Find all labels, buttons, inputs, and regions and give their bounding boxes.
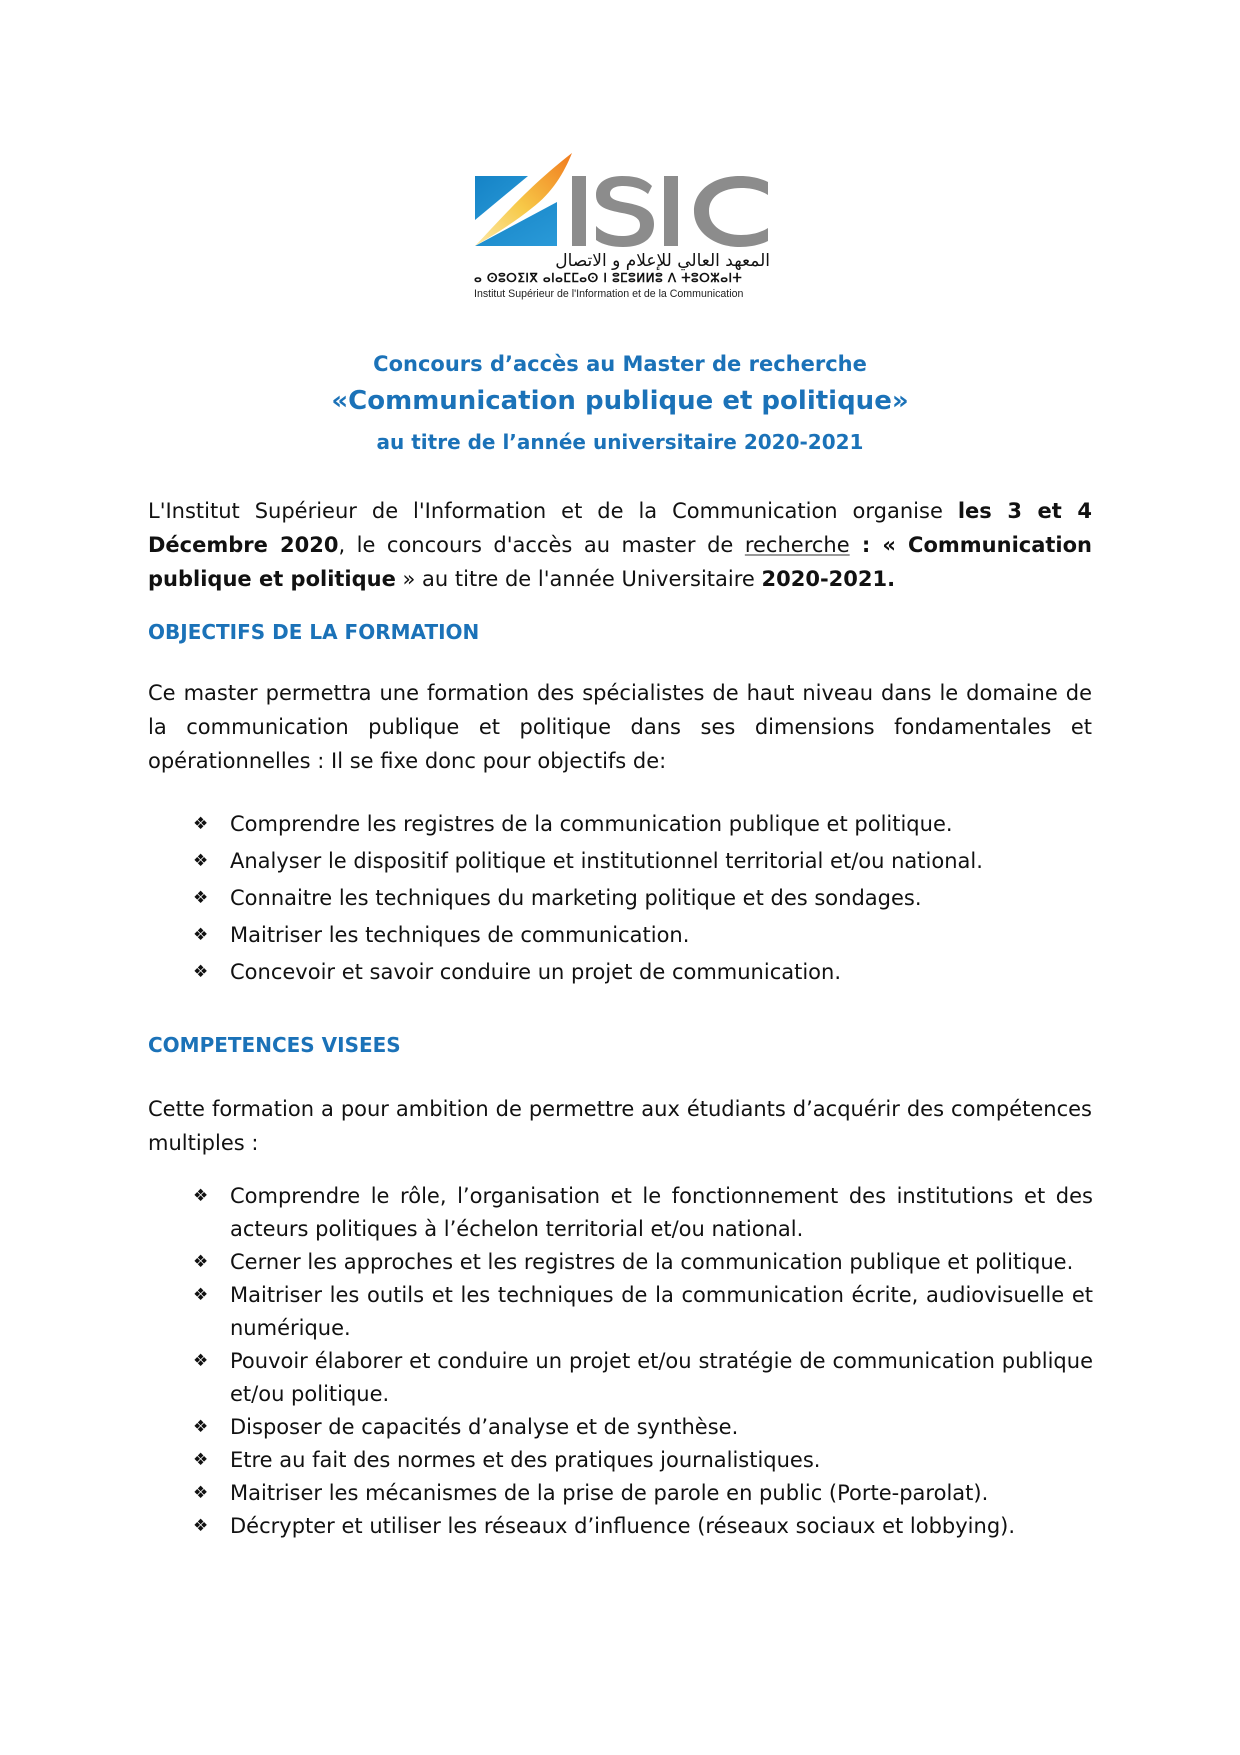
logo-arabic-text: المعهد العالي للإعلام و الاتصال — [555, 251, 770, 271]
logo-english-text: Institut Supérieur de l'Information et de la Communication — [474, 288, 744, 300]
list-item: ❖ Etre au fait des normes et des pratiques journalistiques. — [193, 1444, 1093, 1477]
competences-heading: COMPETENCES VISEES — [148, 1033, 401, 1057]
diamond-bullet-icon: ❖ — [193, 1450, 209, 1470]
diamond-bullet-icon: ❖ — [193, 1417, 209, 1437]
diamond-bullet-icon: ❖ — [193, 925, 209, 945]
intro-master-name: : « Communication publique et politique — [148, 533, 1092, 591]
list-item: ❖ Connaitre les techniques du marketing politique et des sondages. — [193, 880, 1093, 917]
diamond-bullet-icon: ❖ — [193, 962, 209, 982]
intro-year: 2020-2021. — [761, 567, 896, 591]
diamond-bullet-icon: ❖ — [193, 851, 209, 871]
title-line-3: au titre de l’année universitaire 2020-2021 — [376, 430, 864, 454]
diamond-bullet-icon: ❖ — [193, 1351, 209, 1371]
list-item: ❖ Décrypter et utiliser les réseaux d’influence (réseaux sociaux et lobbying). — [193, 1510, 1093, 1543]
diamond-bullet-icon: ❖ — [193, 1252, 209, 1272]
isic-emblem-icon — [472, 148, 772, 252]
diamond-bullet-icon: ❖ — [193, 1285, 209, 1305]
diamond-bullet-icon: ❖ — [193, 888, 209, 908]
list-item: ❖ Disposer de capacités d’analyse et de synthèse. — [193, 1411, 1093, 1444]
list-item: ❖ Maitriser les mécanismes de la prise de parole en public (Porte-parolat). — [193, 1477, 1093, 1510]
diamond-bullet-icon: ❖ — [193, 1483, 209, 1503]
title-line-2: «Communication publique et politique» — [331, 386, 909, 416]
list-item: ❖ Pouvoir élaborer et conduire un projet et/ou stratégie de communication publique et/ou politique. — [193, 1345, 1093, 1411]
objectives-list — [193, 806, 1093, 991]
intro-dates: les 3 et 4 Décembre 2020 — [148, 499, 1092, 557]
logo-tifinagh-text: ⴰ ⵙⵓⵔⵉⵏⴳ ⴰⵏⴰⵎⵎⴰⵙ ⵏ ⵓⵎⵓⵍⵍⵓ ⴷ ⵜⵓⵔⵣⴰⵏⵜ — [474, 271, 743, 285]
competences-list — [193, 1180, 1093, 1543]
objectives-heading: OBJECTIFS DE LA FORMATION — [148, 620, 480, 644]
list-item: ❖ Concevoir et savoir conduire un projet de communication. — [193, 954, 1093, 991]
list-item: ❖ Cerner les approches et les registres de la communication publique et politique. — [193, 1246, 1093, 1279]
list-item: ❖ Maitriser les techniques de communication. — [193, 917, 1093, 954]
intro-paragraph — [148, 494, 1092, 596]
intro-text: L'Institut Supérieur de l'Information et de la Communication organise — [148, 499, 958, 523]
diamond-bullet-icon: ❖ — [193, 1186, 209, 1206]
diamond-bullet-icon: ❖ — [193, 814, 209, 834]
list-item: ❖ Analyser le dispositif politique et institutionnel territorial et/ou national. — [193, 843, 1093, 880]
intro-text: » au titre de l'année Universitaire — [395, 567, 762, 591]
list-item: ❖ Comprendre les registres de la communication publique et politique. — [193, 806, 1093, 843]
title-line-1: Concours d’accès au Master de recherche — [373, 352, 867, 376]
intro-text: , le concours d'accès au master de — [338, 533, 745, 557]
objectives-paragraph: Ce master permettra une formation des spécialistes de haut niveau dans le domaine de la communication publique et politique dans ses dimensions fondamentales et opérationnelles : Il se fixe donc pour objectifs de: — [148, 681, 1092, 773]
list-item: ❖ Maitriser les outils et les techniques de la communication écrite, audiovisuelle et numérique. — [193, 1279, 1093, 1345]
list-item: ❖ Comprendre le rôle, l’organisation et le fonctionnement des institutions et des acteurs politiques à l’échelon territorial et/ou national. — [193, 1180, 1093, 1246]
competences-paragraph: Cette formation a pour ambition de permettre aux étudiants d’acquérir des compétences multiples : — [148, 1097, 1092, 1155]
isic-wordmark — [572, 176, 768, 247]
diamond-bullet-icon: ❖ — [193, 1516, 209, 1536]
isic-logo — [472, 148, 772, 308]
intro-recherche: recherche — [744, 533, 850, 557]
